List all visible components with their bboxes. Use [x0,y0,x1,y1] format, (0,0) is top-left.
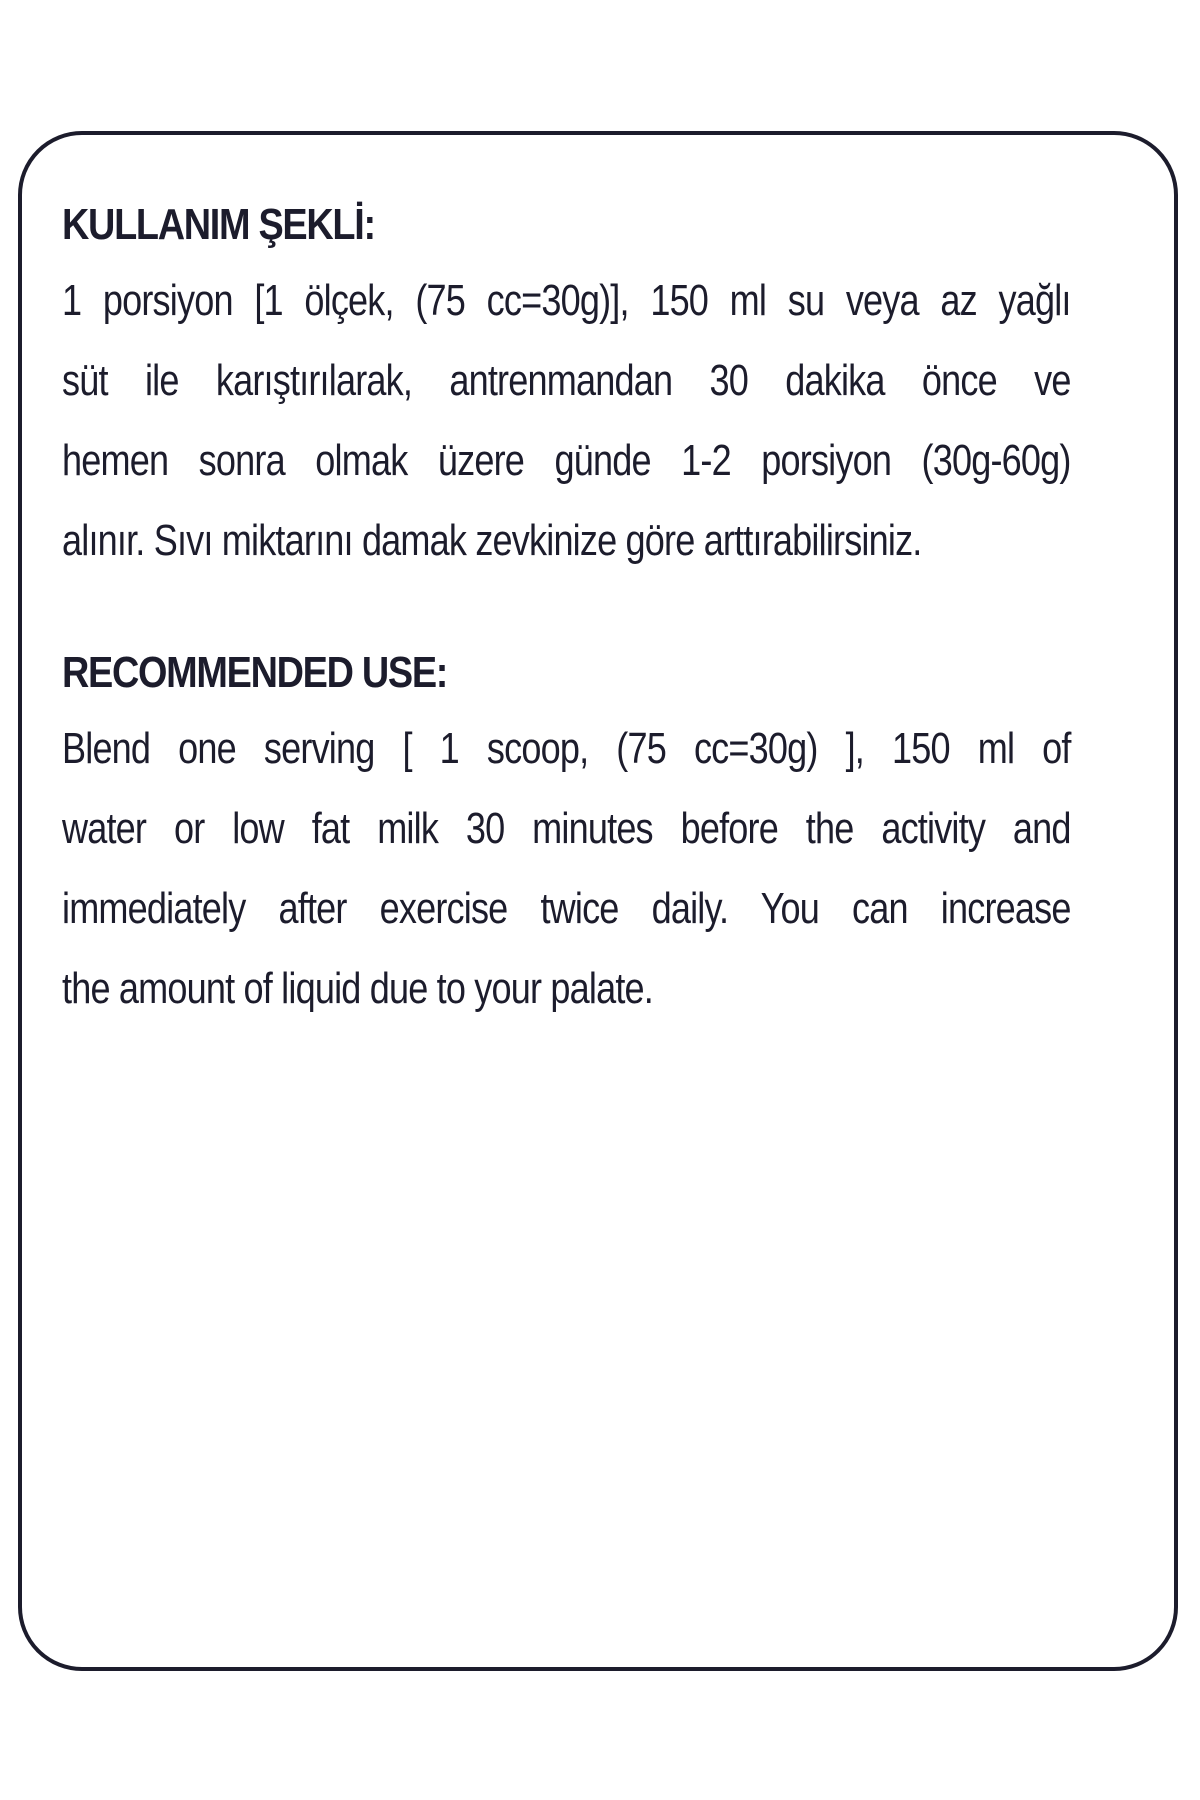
english-usage-section [62,643,1102,1029]
english-usage-line: immediately after exercise twice daily. You can increase [62,884,1071,933]
english-usage-line: water or low fat milk 30 minutes before the activity and [62,804,1071,853]
turkish-usage-heading: KULLANIM ŞEKLİ: [62,200,375,249]
english-usage-heading: RECOMMENDED USE: [62,648,448,697]
turkish-usage-line: alınır. Sıvı miktarını damak zevkinize göre arttırabilirsiniz. [62,516,922,565]
label-content [62,195,1102,1029]
english-usage-line: Blend one serving [ 1 scoop, (75 cc=30g) ], 150 ml of [62,724,1071,773]
english-usage-line: the amount of liquid due to your palate. [62,964,654,1013]
turkish-usage-section [62,195,1102,581]
turkish-usage-line: hemen sonra olmak üzere günde 1-2 porsiyon (30g-60g) [62,436,1071,485]
turkish-usage-line: süt ile karıştırılarak, antrenmandan 30 dakika önce ve [62,356,1071,405]
turkish-usage-line: 1 porsiyon [1 ölçek, (75 cc=30g)], 150 ml su veya az yağlı [62,276,1071,325]
turkish-usage-text [62,261,1102,581]
english-usage-text [62,709,1102,1029]
